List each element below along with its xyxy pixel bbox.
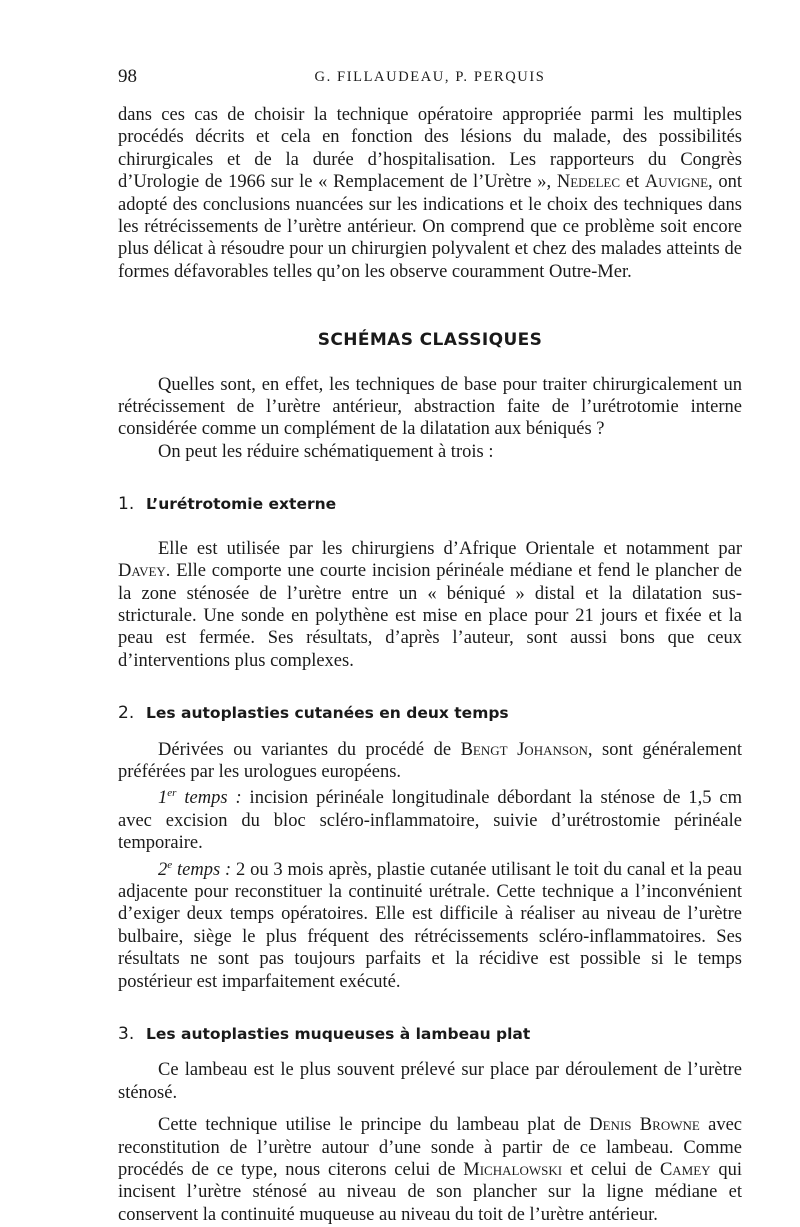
text-run: Dérivées ou variantes du procédé de	[158, 739, 461, 760]
second-stage-paragraph	[118, 859, 742, 993]
text-run: qui incisent l’urètre sténosé au niveau de son plancher sur la ligne médiane et conservent la continuité muqueuse au niveau du toit de l’urètre antérieur.	[118, 1160, 742, 1225]
author-name: Denis Browne	[589, 1115, 700, 1136]
text-run: incision périnéale longitudinale débordant la sténose de 1,5 cm avec excision du bloc scléro-inflammatoire, suivie d’urétrostomie périnéale temporaire.	[118, 788, 742, 854]
section-intro-paragraph-2: On peut les réduire schématiquement à trois :	[158, 441, 494, 462]
subsection-3-paragraph-2	[118, 1114, 742, 1226]
stage-label: temps :	[172, 859, 232, 880]
author-name: Davey	[118, 561, 166, 582]
ordinal-suffix: er	[167, 787, 177, 800]
text-run: , ont adopté des conclusions nuancées sur les indications et le choix des techniques dans les rétrécissements de l’urètre antérieur. On comprend que ce problème soit encore plus délicat à résoudre pour un chirurgien polyvalent et chez des malades atteints de formes défavorables telles qu’on les observe couramment Outre-Mer.	[118, 172, 742, 282]
stage-label: temps :	[176, 788, 242, 809]
section-intro-paragraph: Quelles sont, en effet, les techniques de base pour traiter chirurgicalement un rétrécissement de l’urètre antérieur, abstraction faite de l’urétrotomie interne considérée comme un complément de la dilatation aux béniqués ?	[118, 374, 742, 440]
text-run: . Elle comporte une courte incision périnéale médiane et fend le plancher de la zone sténosée de l’urètre entre un « béniqué » distal et la dilatation sus-stricturale. Une sonde en polythène est mise en place pour 21 jours et fixée et la peau est fermée. Ses résultats, d’après l’auteur, sont aussi bons que ceux d’interventions plus complexes.	[118, 561, 742, 671]
author-name: Auvigne	[644, 172, 709, 193]
subsection-title: Les autoplasties muqueuses à lambeau plat	[146, 1025, 531, 1043]
intro-paragraph	[118, 104, 742, 283]
subsection-title: L’urétrotomie externe	[146, 495, 337, 514]
author-name: Nedelec	[556, 172, 621, 193]
running-head: G. FILLAUDEAU, P. PERQUIS	[314, 69, 546, 85]
text-run: 2 ou 3 mois après, plastie cutanée utilisant le toit du canal et la peau adjacente pour reconstituer la continuité urétrale. Cette technique a l’inconvénient d’exiger deux temps opératoires. Elle est difficile à réaliser au niveau de l’urètre bulbaire, siège le plus fréquent des rétrécissements scléro-inflammatoires. Ses résultats ne sont pas toujours parfaits et la récidive est possible si le temps postérieur est imparfaitement exécuté.	[118, 859, 742, 992]
stage-number: 2	[158, 859, 168, 880]
author-name: Michalowski	[463, 1160, 563, 1181]
first-stage-paragraph	[118, 787, 742, 854]
page-body	[118, 104, 742, 1226]
subsection-2-heading	[118, 702, 742, 724]
subsection-title: Les autoplasties cutanées en deux temps	[146, 704, 509, 723]
section-heading: SCHÉMAS CLASSIQUES	[317, 330, 543, 351]
page-number: 98	[118, 66, 137, 87]
page-header	[118, 66, 742, 90]
subsection-number: 3.	[118, 1024, 135, 1044]
text-run: avec reconstitution de l’urètre autour d’une sonde à partir de ce lambeau. Comme procédés de ce type, nous citerons celui de	[118, 1115, 743, 1181]
text-run: , sont généralement préférées par les urologues européens.	[118, 739, 742, 782]
author-name: Bengt Johanson	[460, 739, 588, 760]
text-run: Cette technique utilise le principe du lambeau plat de	[158, 1115, 590, 1136]
text-run: et celui de	[562, 1160, 660, 1181]
subsection-3-heading	[118, 1023, 742, 1045]
subsection-number: 2.	[118, 703, 135, 724]
author-name: Camey	[659, 1160, 711, 1181]
stage-number: 1	[158, 788, 168, 809]
subsection-3-paragraph-1: Ce lambeau est le plus souvent prélevé sur place par déroulement de l’urètre sténosé.	[118, 1060, 742, 1103]
text-run: et	[620, 172, 645, 193]
subsection-1-heading	[118, 493, 742, 515]
subsection-number: 1.	[118, 494, 135, 515]
subsection-2-paragraph	[118, 739, 742, 784]
text-run: Elle est utilisée par les chirurgiens d’Afrique Orientale et notamment par	[158, 538, 742, 559]
ordinal-suffix: e	[167, 858, 173, 871]
text-run: dans ces cas de choisir la technique opératoire appropriée parmi les multiples procédés décrits et cela en fonction des lésions du malade, des possibilités chirurgicales et de la durée d’hospitalisation. Les rapporteurs du Congrès d’Urologie de 1966 sur le « Remplacement de l’Urètre »,	[118, 105, 742, 193]
subsection-1-paragraph	[118, 538, 742, 672]
